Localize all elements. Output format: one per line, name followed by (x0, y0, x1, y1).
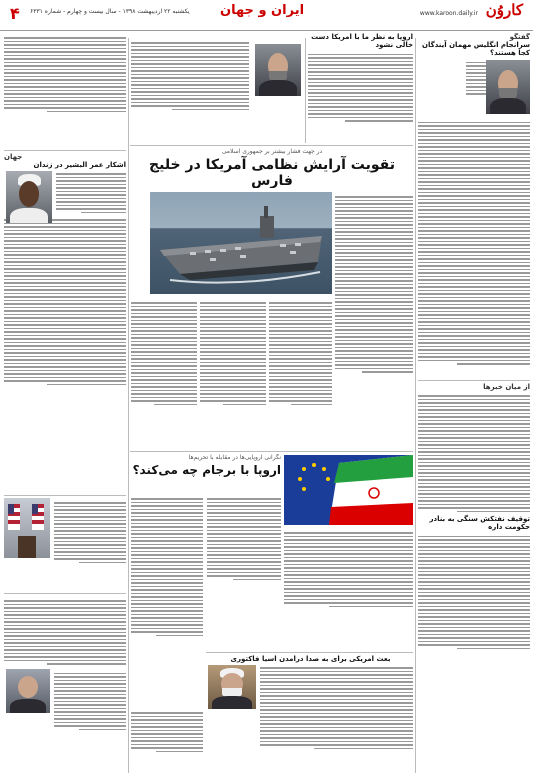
top-article-continued (131, 38, 303, 143)
main-article-body-col (269, 298, 332, 448)
column-divider (415, 38, 416, 773)
aircraft-carrier-graphic (150, 192, 332, 294)
section-divider (4, 593, 126, 594)
page-number: ۴ (10, 4, 20, 23)
portrait-top-middle (255, 44, 301, 96)
main-article-body-col (200, 298, 266, 448)
left-column-label: جهان (4, 153, 23, 161)
top-article (308, 33, 413, 143)
section-divider (130, 451, 413, 452)
mid-article-kicker: نگرانی اروپایی‌ها در مقابله با تحریم‌ها (188, 454, 281, 461)
mid-article-body-col (284, 528, 413, 648)
column-divider (305, 38, 306, 143)
section-divider (4, 150, 126, 151)
right-column-article (418, 33, 530, 378)
portrait-flags-podium (4, 498, 50, 558)
mid-article-body-col (207, 494, 281, 624)
portrait-bottom-left (6, 669, 50, 713)
right-column-label: گفتگو (509, 33, 530, 41)
left-top-article (4, 33, 126, 148)
right-lower-label: از میان خبرها (483, 383, 530, 391)
section-divider (130, 145, 413, 146)
right-lower-article (418, 383, 530, 775)
top-article-headline: اروپا به نظر ما با آمریکا دست خالی نشود (311, 33, 413, 50)
website-url: www.karoon.daily.ir (419, 10, 478, 17)
mid-article-headline: اروپا با برجام چه می‌کند؟ (132, 463, 281, 477)
section-title: ایران و جهان (220, 3, 305, 18)
podium-flags-graphic (4, 498, 50, 558)
left-middle-article (4, 498, 126, 590)
main-article-headline: تقویت آرایش نظامی آمریکا در خلیج فارس (149, 157, 395, 188)
main-article-kicker: در جهت فشار بیشتر بر جمهوری اسلامی (221, 148, 323, 155)
mid-article-body-col (131, 708, 203, 773)
newspaper-logo: کاروُن (485, 1, 523, 19)
aircraft-carrier-photo (150, 192, 332, 294)
section-divider (4, 495, 126, 496)
right-column-headline: سرانجام انگلیس مهمان آیندگان کجا هستند؟ (422, 41, 530, 58)
mid-article-header (131, 454, 281, 490)
portrait-bashir (6, 171, 52, 223)
portrait-right-top (486, 60, 530, 114)
section-divider (206, 652, 413, 653)
page-header (0, 0, 533, 31)
bottom-article-headline: بعث آمریکی برای به صدا درآمدن آسیا فاکتوری (230, 655, 391, 663)
left-column-article (4, 153, 126, 493)
date-line: یکشنبه ۲۲ اردیبهشت ۱۳۹۸ - سال بیست و چهارم - شماره ۶۳۳۱ (30, 8, 190, 15)
iran-eu-flags-photo (284, 455, 413, 525)
main-article-body-right (335, 192, 413, 447)
section-divider (418, 380, 530, 381)
portrait-cleric (208, 665, 256, 709)
right-lower-headline: توقیف نفتکش سنگی به بنادر حکومت داره (429, 515, 530, 532)
main-article-body-col (131, 298, 197, 448)
mid-article-body-col (131, 494, 203, 704)
left-column-headline: اشکار عمر البشیر در زندان (33, 161, 126, 169)
left-bottom-article (4, 596, 126, 774)
flags-graphic (284, 455, 413, 525)
main-article-header (131, 148, 413, 188)
column-divider (128, 38, 129, 773)
bottom-article (208, 655, 413, 775)
